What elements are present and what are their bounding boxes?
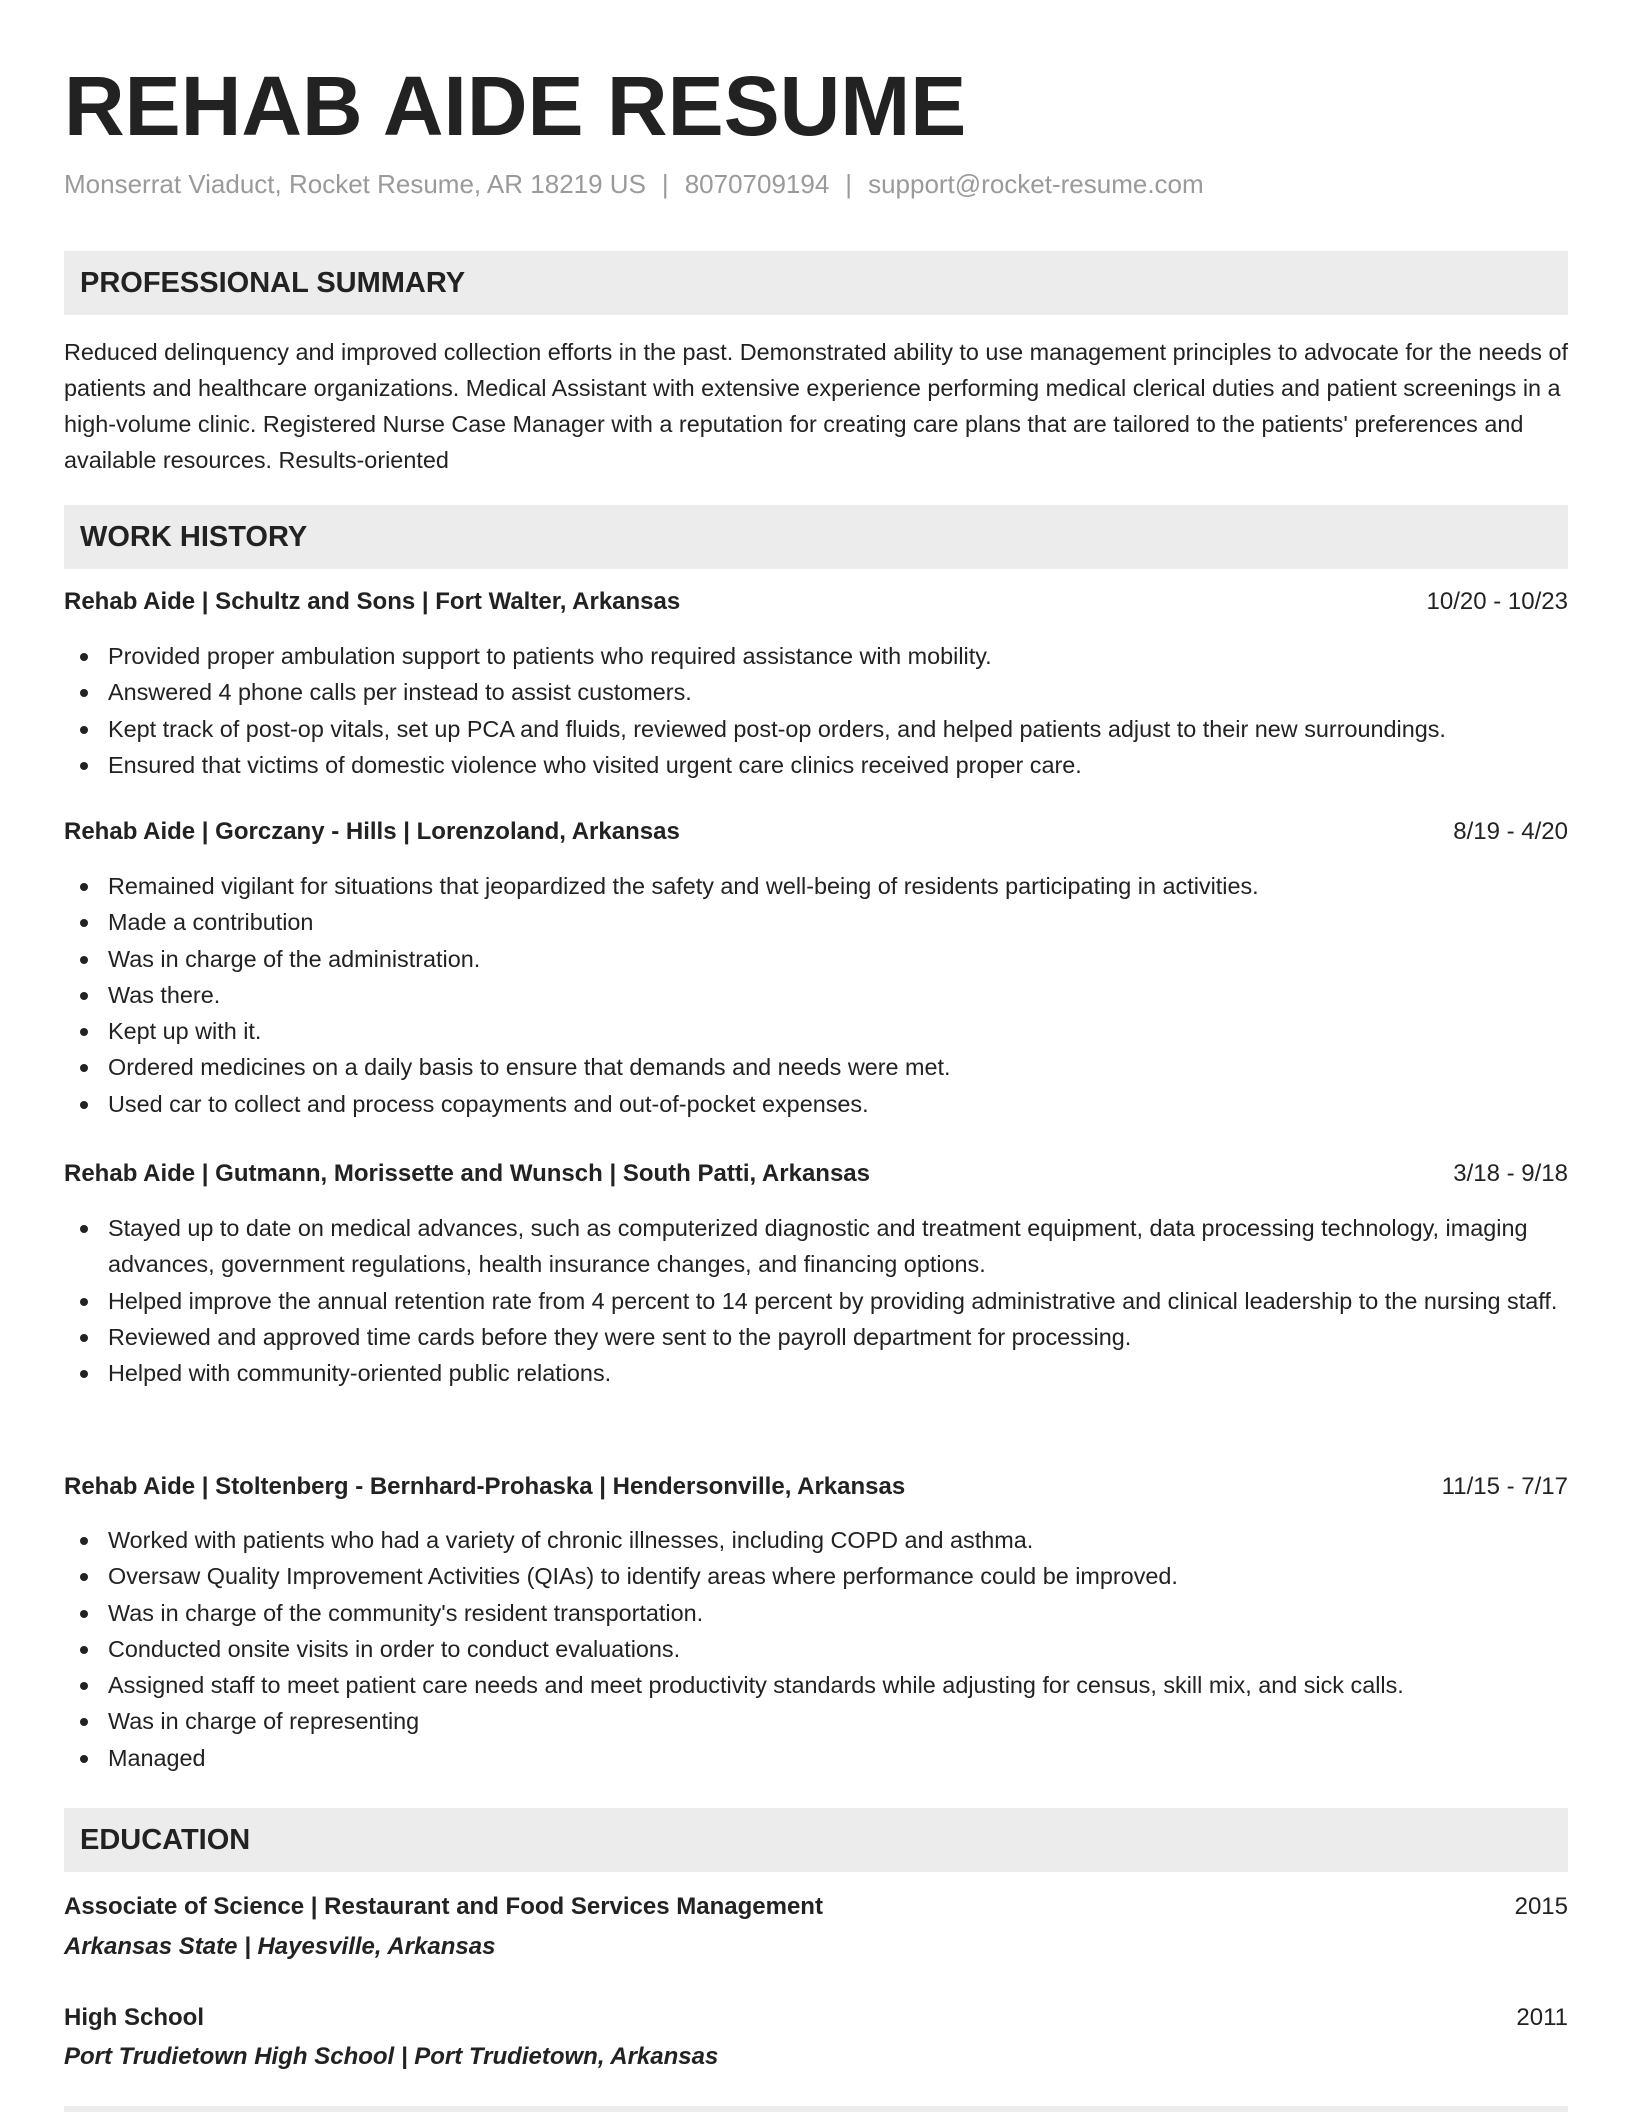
list-item: Kept up with it. [64,1013,1568,1049]
contact-phone[interactable]: 8070709194 [684,169,830,199]
section-heading-summary: PROFESSIONAL SUMMARY [64,251,1568,315]
education-school: Port Trudietown High School | Port Trudietown, Arkansas [64,2043,719,2070]
contact-separator: | [661,169,669,199]
contact-separator: | [845,169,853,199]
contact-address: Monserrat Viaduct, Rocket Resume, AR 18219 US [64,169,646,199]
list-item: Was in charge of the community's resident transportation. [64,1595,1568,1631]
job-bullets [64,1522,1568,1776]
job-header [64,1156,1568,1192]
education-entry-header [64,2000,1568,2036]
job-dates: 8/19 - 4/20 [1453,818,1568,845]
resume-title: REHAB AIDE RESUME [64,59,967,153]
education-school: Arkansas State | Hayesville, Arkansas [64,1933,496,1960]
list-item: Ordered medicines on a daily basis to ensure that demands and needs were met. [64,1049,1568,1085]
summary-text: Reduced delinquency and improved collection efforts in the past. Demonstrated ability to use management principles to advocate for the needs of patients and healthcare organizations. Medical Assistant with extensive experience performing medical clerical duties and patient screenings in a high-volume clinic. Registered Nurse Case Manager with a reputation for creating care plans that are tailored to the patients' preferences and available resources. Results-oriented [64,339,1568,473]
job-dates: 10/20 - 10/23 [1426,588,1568,615]
list-item: Was in charge of the administration. [64,941,1568,977]
section-heading-education: EDUCATION [64,1808,1568,1872]
job-title: Rehab Aide | Gorczany - Hills | Lorenzoland, Arkansas [64,818,680,845]
list-item: Answered 4 phone calls per instead to assist customers. [64,674,1568,710]
job-dates: 11/15 - 7/17 [1441,1473,1568,1500]
job-header [64,1469,1568,1505]
list-item: Assigned staff to meet patient care needs and meet productivity standards while adjusting for census, skill mix, and sick calls. [64,1667,1568,1703]
list-item: Kept track of post-op vitals, set up PCA and fluids, reviewed post-op orders, and helped patients adjust to their new surroundings. [64,711,1568,747]
list-item: Provided proper ambulation support to patients who required assistance with mobility. [64,638,1568,674]
list-item: Helped improve the annual retention rate from 4 percent to 14 percent by providing administrative and clinical leadership to the nursing staff. [64,1283,1568,1319]
list-item: Used car to collect and process copayments and out-of-pocket expenses. [64,1086,1568,1122]
list-item: Ensured that victims of domestic violence who visited urgent care clinics received proper care. [64,747,1568,783]
list-item: Conducted onsite visits in order to conduct evaluations. [64,1631,1568,1667]
list-item: Helped with community-oriented public relations. [64,1355,1568,1391]
education-degree: Associate of Science | Restaurant and Food Services Management [64,1893,823,1920]
education-year: 2015 [1514,1893,1568,1920]
education-year: 2011 [1516,2004,1568,2031]
job-title: Rehab Aide | Stoltenberg - Bernhard-Prohaska | Hendersonville, Arkansas [64,1473,906,1500]
job-title: Rehab Aide | Gutmann, Morissette and Wunsch | South Patti, Arkansas [64,1160,871,1187]
education-entry-header [64,1889,1568,1925]
list-item: Remained vigilant for situations that jeopardized the safety and well-being of residents participating in activities. [64,868,1568,904]
list-item: Stayed up to date on medical advances, such as computerized diagnostic and treatment equipment, data processing technology, imaging advances, government regulations, health insurance changes, and financing options. [64,1210,1568,1283]
list-item: Was in charge of representing [64,1703,1568,1739]
education-degree: High School [64,2004,204,2031]
section-divider [64,2106,1568,2112]
contact-email[interactable]: support@rocket-resume.com [868,169,1204,199]
list-item: Worked with patients who had a variety of chronic illnesses, including COPD and asthma. [64,1522,1568,1558]
list-item: Managed [64,1740,1568,1776]
job-title: Rehab Aide | Schultz and Sons | Fort Walter, Arkansas [64,588,681,615]
job-header [64,814,1568,850]
job-dates: 3/18 - 9/18 [1453,1160,1568,1187]
list-item: Oversaw Quality Improvement Activities (QIAs) to identify areas where performance could be improved. [64,1558,1568,1594]
list-item: Made a contribution [64,904,1568,940]
job-header [64,584,1568,620]
contact-line [64,166,1204,202]
section-heading-work-history: WORK HISTORY [64,505,1568,569]
list-item: Reviewed and approved time cards before they were sent to the payroll department for processing. [64,1319,1568,1355]
job-bullets [64,1210,1568,1391]
list-item: Was there. [64,977,1568,1013]
job-bullets [64,638,1568,783]
job-bullets [64,868,1568,1122]
